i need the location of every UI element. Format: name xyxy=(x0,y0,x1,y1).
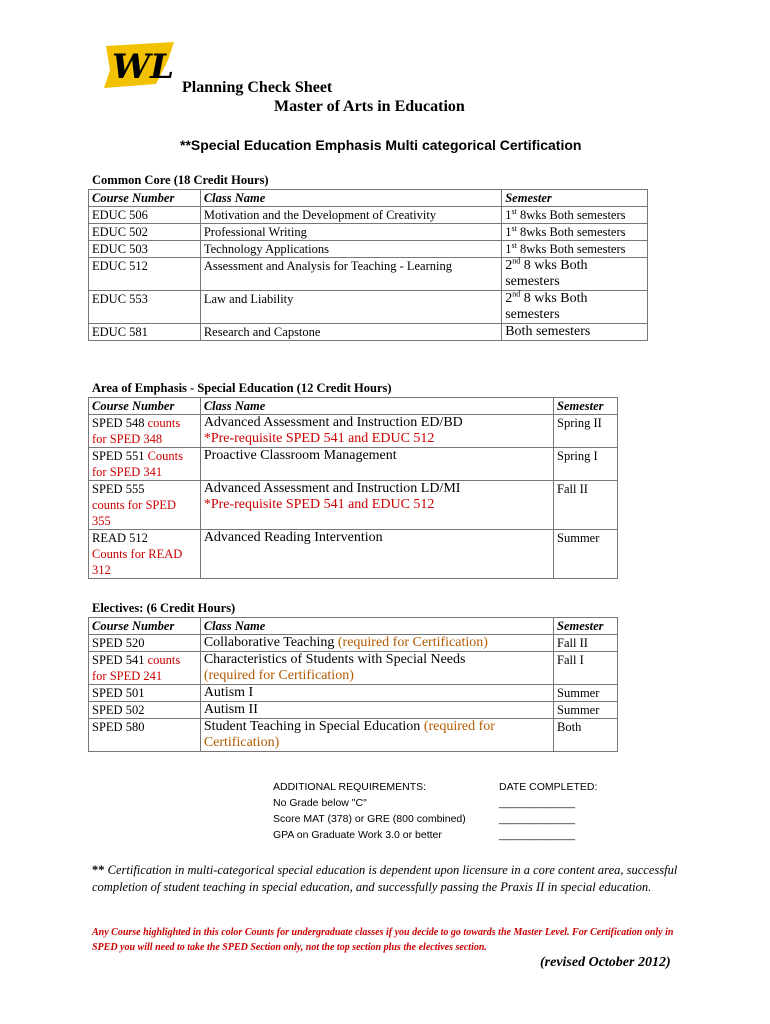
wl-logo xyxy=(98,40,178,90)
sem-sup: st xyxy=(511,240,517,250)
class-title: Proactive Classroom Management xyxy=(203,448,397,463)
semester xyxy=(502,324,648,341)
footnote-text: Certification in multi-categorical special education is dependent upon licensure in a core content area, successful completion of student teaching in special education, and successfully passing the Praxis II in special education. xyxy=(92,863,678,894)
semester: Spring I xyxy=(554,448,618,481)
semester: Spring II xyxy=(554,415,618,448)
semester: Summer xyxy=(554,530,618,579)
common-core-table xyxy=(88,189,648,341)
doc-subtitle: **Special Education Emphasis Multi categorical Certification xyxy=(180,137,582,153)
sem-num: 1 xyxy=(505,208,512,222)
header-course: Course Number xyxy=(89,398,201,415)
sem-num: 2 xyxy=(505,258,513,273)
class-name xyxy=(200,448,553,481)
sem-rest: 8 wks Both semesters xyxy=(505,291,588,322)
class-title: Collaborative Teaching xyxy=(203,635,338,650)
table-row xyxy=(89,324,648,341)
sem-rest: 8wks Both semesters xyxy=(516,242,626,256)
semester xyxy=(502,258,648,291)
course-number: EDUC 581 xyxy=(89,324,201,341)
semester: Both xyxy=(554,719,618,752)
table-row xyxy=(89,719,618,752)
sem-rest: 8 wks Both semesters xyxy=(505,258,588,289)
electives-table xyxy=(88,617,618,752)
required-note: (required for Certification) xyxy=(203,668,354,683)
course-number: EDUC 553 xyxy=(89,291,201,324)
highlight-note: Any Course highlighted in this color Counts for undergraduate classes if you decide to go towards the Master Level. For Certification only in SPED you will need to take the SPED Section only, not the top section plus the electives section. xyxy=(92,927,674,953)
semester: Fall II xyxy=(554,635,618,652)
certification-footnote xyxy=(92,862,692,896)
course-code: SPED 551 xyxy=(92,449,145,463)
course-number: SPED 580 xyxy=(89,719,201,752)
table-row xyxy=(89,530,618,579)
counts-note: counts for SPED 355 xyxy=(92,498,177,528)
required-note: (required for Certification) xyxy=(337,635,488,650)
date-completed xyxy=(499,779,597,843)
table-row xyxy=(89,241,648,258)
table-row xyxy=(89,685,618,702)
class-name xyxy=(200,481,553,530)
sem-rest: 8wks Both semesters xyxy=(516,225,626,239)
table-row xyxy=(89,258,648,291)
class-title: Advanced Assessment and Instruction ED/BD xyxy=(203,415,463,430)
course-number: EDUC 512 xyxy=(89,258,201,291)
table-row xyxy=(89,635,618,652)
semester: Summer xyxy=(554,702,618,719)
counts-note: Counts for SPED 341 xyxy=(92,449,184,479)
course-number: SPED 520 xyxy=(89,635,201,652)
sem-sup: nd xyxy=(512,256,521,266)
course-code: SPED 548 xyxy=(92,416,145,430)
class-name: Law and Liability xyxy=(200,291,501,324)
requirement-item: Score MAT (378) or GRE (800 combined) xyxy=(273,813,466,825)
counts-note: Counts for READ 312 xyxy=(92,547,183,577)
table-header-row xyxy=(89,190,648,207)
course-number xyxy=(89,652,201,685)
date-blank: _____________ xyxy=(499,813,575,825)
emphasis-title: Area of Emphasis - Special Education (12 Credit Hours) xyxy=(92,381,392,395)
header-class: Class Name xyxy=(200,190,501,207)
class-name xyxy=(200,635,553,652)
revised-date: (revised October 2012) xyxy=(540,955,671,970)
sem-num: 1 xyxy=(505,225,512,239)
class-title: Advanced Assessment and Instruction LD/MI xyxy=(203,481,461,496)
sem-num: 2 xyxy=(505,291,513,306)
class-name: Autism II xyxy=(200,702,553,719)
sem-num: 1 xyxy=(505,242,512,256)
course-number: EDUC 503 xyxy=(89,241,201,258)
table-header-row xyxy=(89,618,618,635)
additional-requirements xyxy=(273,779,466,843)
date-blank: _____________ xyxy=(499,797,575,809)
sem-sup: nd xyxy=(512,289,521,299)
course-number xyxy=(89,448,201,481)
table-row xyxy=(89,481,618,530)
header-course: Course Number xyxy=(89,190,201,207)
requirement-item: No Grade below "C" xyxy=(273,797,367,809)
counts-note: counts for SPED 241 xyxy=(92,653,181,683)
class-name: Technology Applications xyxy=(200,241,501,258)
prereq-note: *Pre-requisite SPED 541 and EDUC 512 xyxy=(203,497,435,512)
class-name: Research and Capstone xyxy=(200,324,501,341)
semester xyxy=(502,224,648,241)
footnote-stars: ** xyxy=(92,863,105,877)
table-row xyxy=(89,207,648,224)
class-title: Student Teaching in Special Education xyxy=(203,719,424,734)
electives-title: Electives: (6 Credit Hours) xyxy=(92,601,236,615)
course-number: EDUC 506 xyxy=(89,207,201,224)
table-row xyxy=(89,291,648,324)
course-number xyxy=(89,530,201,579)
course-number: SPED 501 xyxy=(89,685,201,702)
class-name: Motivation and the Development of Creativity xyxy=(200,207,501,224)
requirement-item: GPA on Graduate Work 3.0 or better xyxy=(273,829,442,841)
sem-rest: 8wks Both semesters xyxy=(516,208,626,222)
sem-sup: st xyxy=(511,223,517,233)
sem-rest: Both semesters xyxy=(505,324,591,339)
semester: Summer xyxy=(554,685,618,702)
date-blank: _____________ xyxy=(499,829,575,841)
table-row xyxy=(89,448,618,481)
logo-text: WL xyxy=(112,47,175,87)
header-course: Course Number xyxy=(89,618,201,635)
additional-title: ADDITIONAL REQUIREMENTS: xyxy=(273,781,427,793)
prereq-note: *Pre-requisite SPED 541 and EDUC 512 xyxy=(203,431,435,446)
date-title: DATE COMPLETED: xyxy=(499,781,598,793)
semester xyxy=(502,291,648,324)
course-code: READ 512 xyxy=(92,531,148,545)
course-number xyxy=(89,481,201,530)
class-title: Characteristics of Students with Special Needs xyxy=(203,652,466,667)
table-row xyxy=(89,224,648,241)
course-number xyxy=(89,415,201,448)
table-row xyxy=(89,702,618,719)
sem-sup: st xyxy=(511,206,517,216)
semester xyxy=(502,241,648,258)
table-header-row xyxy=(89,398,618,415)
class-title: Advanced Reading Intervention xyxy=(203,530,383,545)
class-name: Professional Writing xyxy=(200,224,501,241)
counts-note: counts for SPED 348 xyxy=(92,416,181,446)
semester xyxy=(502,207,648,224)
header-semester: Semester xyxy=(554,618,618,635)
class-name: Autism I xyxy=(200,685,553,702)
class-name xyxy=(200,415,553,448)
course-code: SPED 541 xyxy=(92,653,145,667)
emphasis-table xyxy=(88,397,618,579)
header-class: Class Name xyxy=(200,398,553,415)
course-number: SPED 502 xyxy=(89,702,201,719)
class-name xyxy=(200,652,553,685)
header-class: Class Name xyxy=(200,618,553,635)
semester: Fall II xyxy=(554,481,618,530)
semester: Fall I xyxy=(554,652,618,685)
class-name xyxy=(200,719,553,752)
table-row xyxy=(89,415,618,448)
course-code: SPED 555 xyxy=(92,482,145,496)
class-name: Assessment and Analysis for Teaching - Learning xyxy=(200,258,501,291)
doc-title-line1: Planning Check Sheet xyxy=(182,79,333,96)
header-semester: Semester xyxy=(554,398,618,415)
doc-title-line2: Master of Arts in Education xyxy=(274,98,465,115)
header-semester: Semester xyxy=(502,190,648,207)
table-row xyxy=(89,652,618,685)
required-note: (required for Certification) xyxy=(203,719,495,750)
course-number: EDUC 502 xyxy=(89,224,201,241)
common-core-title: Common Core (18 Credit Hours) xyxy=(92,173,269,187)
class-name xyxy=(200,530,553,579)
